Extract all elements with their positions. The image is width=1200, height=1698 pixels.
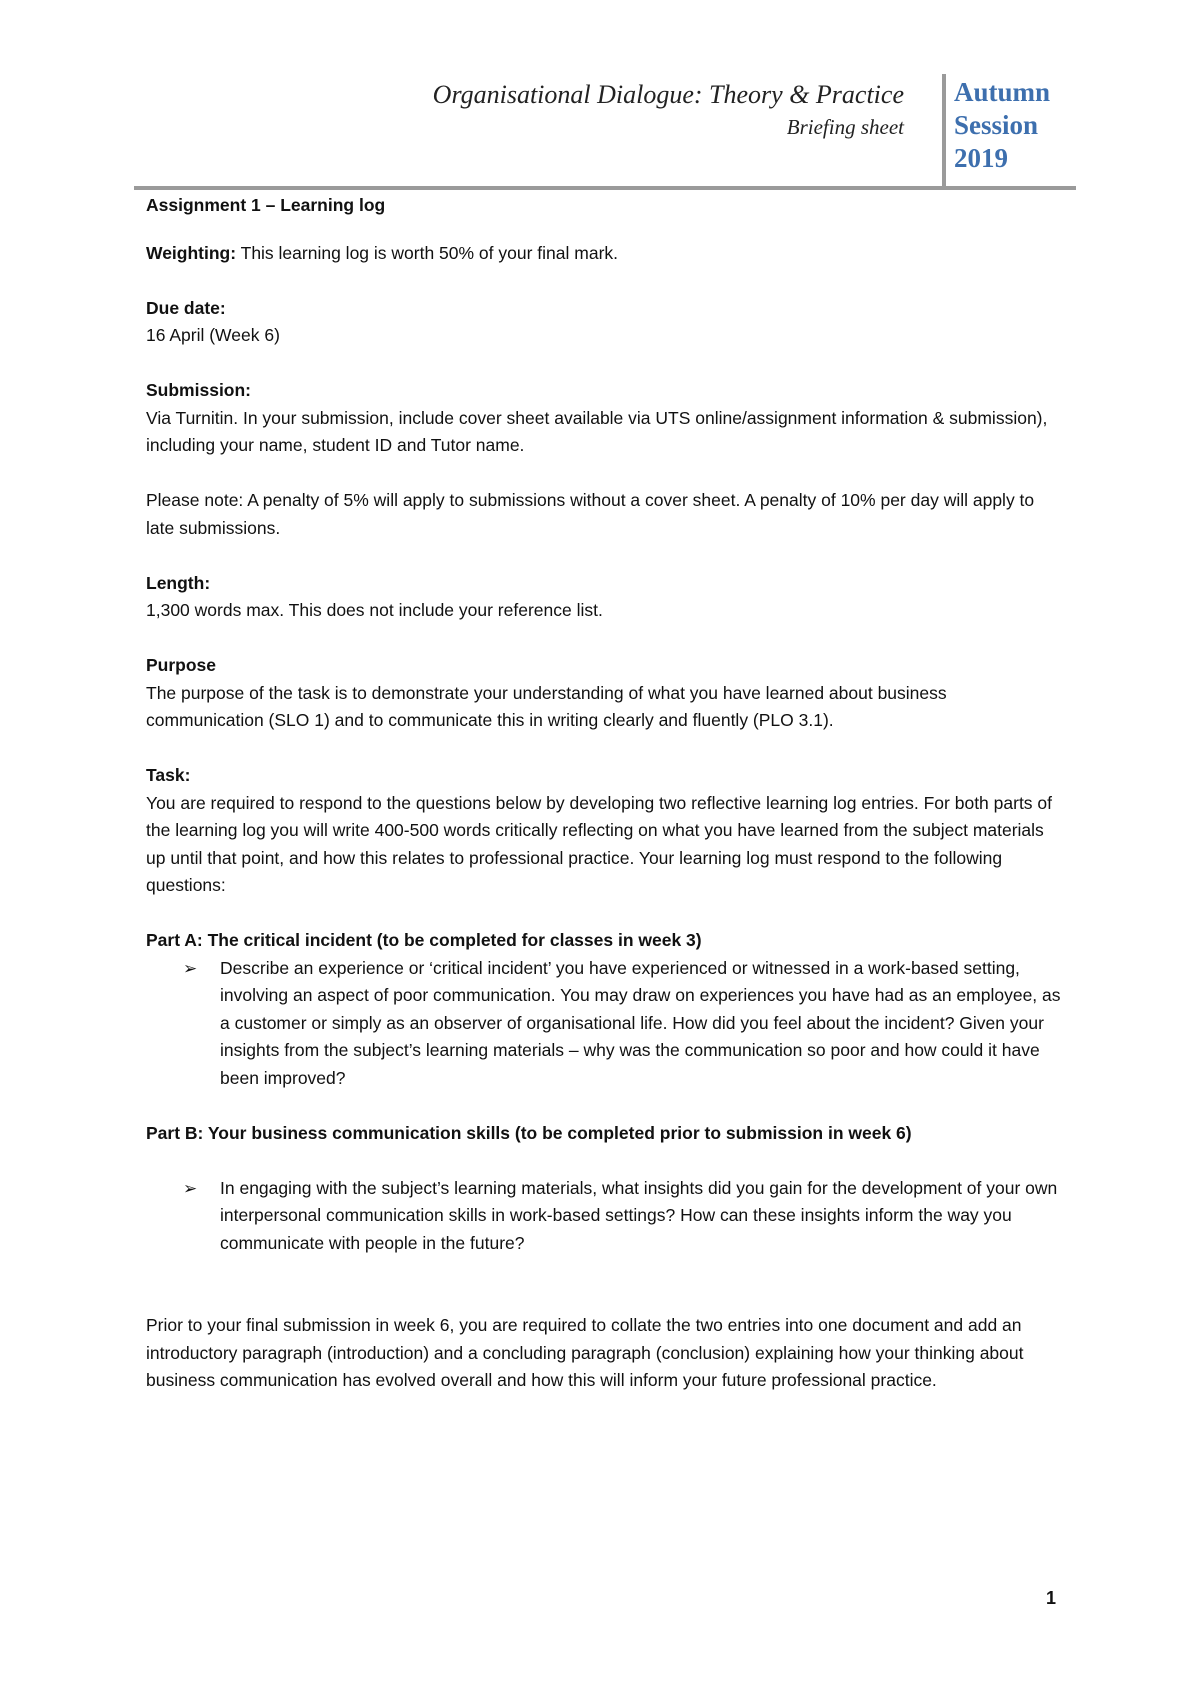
- length-paragraph: [146, 570, 1066, 625]
- purpose-label: Purpose: [146, 655, 217, 675]
- header-titles: [433, 78, 904, 142]
- weighting-label: Weighting:: [146, 242, 237, 263]
- weighting-text: This learning log is worth 50% of your final mark.: [236, 242, 619, 263]
- weighting-paragraph: [146, 240, 1066, 268]
- part-a-section: [146, 927, 1066, 1092]
- purpose-text: The purpose of the task is to demonstrate your understanding of what you have learned about business communication (SLO 1) and to communicate this in writing clearly and fluently (PLO 3.1).: [146, 682, 947, 730]
- part-a-heading: Part A: The critical incident (to be completed for classes in week 3): [146, 930, 702, 950]
- submission-label: Submission:: [146, 380, 252, 400]
- header-rule: [134, 186, 1076, 190]
- due-date-label: Due date:: [146, 297, 226, 318]
- part-b-bullet: [146, 1175, 1066, 1258]
- part-b-heading: Part B: Your business communication skills (to be completed prior to submission in week 6): [146, 1122, 912, 1143]
- submission-paragraph: [146, 377, 1066, 460]
- page-number: 1: [1046, 1588, 1057, 1608]
- arrowhead-bullet-icon: ➢: [183, 1178, 198, 1198]
- arrowhead-bullet-icon: ➢: [183, 958, 198, 978]
- document-body: [146, 192, 1066, 1422]
- document-header: [134, 74, 1076, 186]
- due-date-text: 16 April (Week 6): [146, 325, 280, 345]
- final-paragraph: Prior to your final submission in week 6, you are required to collate the two entries into one document and add an introductory paragraph (introduction) and a concluding paragraph (conclusion) explaining how your thinking about business communication has evolved overall and how this will inform your future professional practice.: [146, 1315, 1024, 1390]
- session-label: [954, 76, 1050, 175]
- task-label: Task:: [146, 765, 191, 785]
- purpose-paragraph: [146, 652, 1066, 735]
- assignment-heading: Assignment 1 – Learning log: [146, 195, 386, 215]
- task-paragraph: [146, 762, 1066, 900]
- penalty-note: Please note: A penalty of 5% will apply to submissions without a cover sheet. A penalty of 10% per day will apply to late submissions.: [146, 490, 1035, 538]
- part-a-bullet: [146, 955, 1066, 1093]
- document-subtitle: Briefing sheet: [786, 115, 904, 139]
- part-b-bullet-text: In engaging with the subject’s learning materials, what insights did you gain for the development of your own interpersonal communication skills in work-based settings? How can these insights inform the way you communicate with people in the future?: [220, 1177, 1058, 1253]
- length-text: 1,300 words max. This does not include your reference list.: [146, 600, 603, 620]
- header-divider: [942, 74, 946, 186]
- length-label: Length:: [146, 572, 211, 593]
- submission-text: Via Turnitin. In your submission, include cover sheet available via UTS online/assignment information & submission), including your name, student ID and Tutor name.: [146, 407, 1048, 455]
- task-text: You are required to respond to the questions below by developing two reflective learning log entries. For both parts of the learning log you will write 400-500 words critically reflecting on what you have learned from the subject materials up until that point, and how this relates to professional practice. Your learning log must respond to the following questions:: [146, 792, 1053, 895]
- part-a-bullet-text: Describe an experience or ‘critical incident’ you have experienced or witnessed in a work-based setting, involving an aspect of poor communication. You may draw on experiences you have had as an employee, as a customer or simply as an observer of organisational life. How did you feel about the incident? Given your insights from the subject’s learning materials – why was the communication so poor and how could it have been improved?: [220, 957, 1061, 1088]
- part-b-section: [146, 1120, 1066, 1258]
- document-title: Organisational Dialogue: Theory & Practice: [432, 80, 904, 109]
- session-line-3: 2019: [954, 143, 1008, 173]
- due-date-paragraph: [146, 295, 1066, 350]
- session-line-2: Session: [954, 110, 1039, 140]
- session-line-1: Autumn: [954, 77, 1051, 107]
